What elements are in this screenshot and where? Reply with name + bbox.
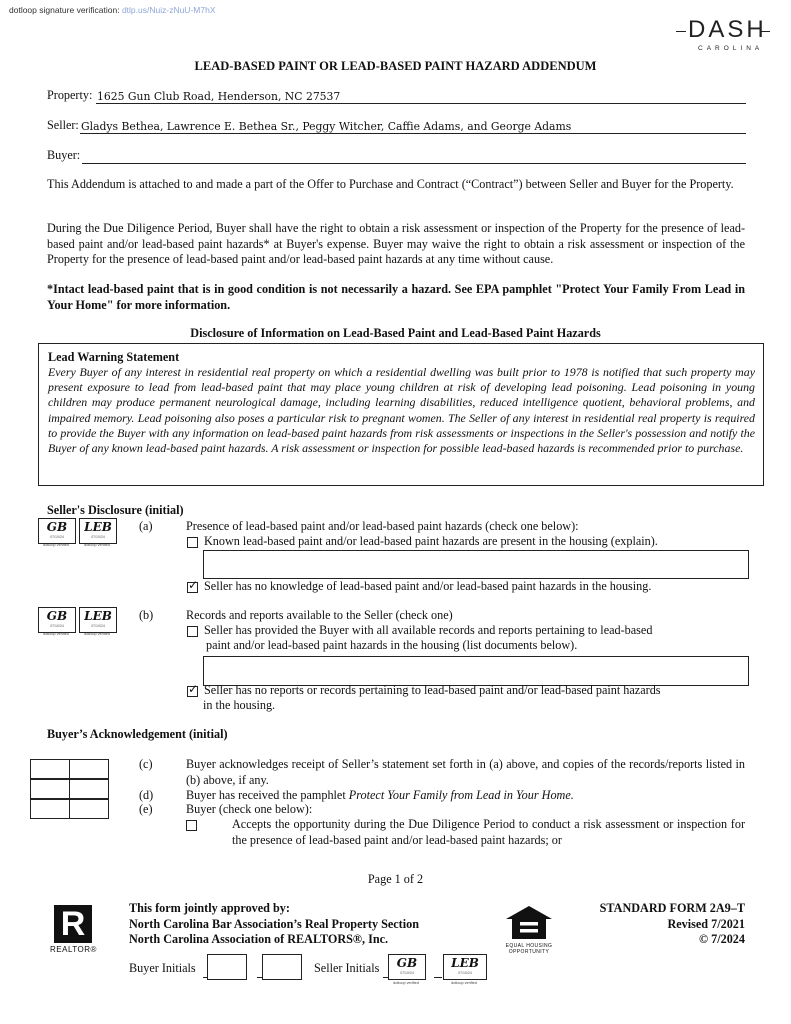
- logo-text: DASH: [688, 16, 767, 43]
- item-b-documents-field[interactable]: [203, 656, 749, 686]
- equal-housing-icon: [503, 905, 555, 941]
- footer-seller-initial-date-1: 07/10/24: [400, 971, 414, 975]
- buyer-field[interactable]: [82, 149, 745, 163]
- page-number: Page 1 of 2: [367, 872, 424, 886]
- realtor-label: REALTOR®: [50, 945, 97, 954]
- item-e-text: Buyer (check one below):: [186, 802, 313, 816]
- verification-line: [9, 5, 215, 15]
- footer-seller-initials-label: Seller Initials: [314, 961, 380, 975]
- seller-initial-date-2b: 07/10/24: [91, 624, 105, 628]
- page-title: LEAD-BASED PAINT OR LEAD-BASED PAINT HAZARD ADDENDUM: [194, 59, 597, 73]
- item-a-letter: (a): [139, 519, 153, 533]
- equal-housing-logo: [503, 905, 555, 957]
- disclosure-heading: Disclosure of Information on Lead-Based Paint and Lead-Based Paint Hazards: [190, 326, 601, 340]
- approval-line-3: North Carolina Association of REALTORS®, Inc.: [129, 932, 389, 946]
- item-a-text: Presence of lead-based paint and/or lead-based paint hazards (check one below):: [186, 519, 579, 533]
- item-b-option1-label-cont: paint and/or lead-based paint hazards in the housing (list documents below).: [206, 638, 578, 652]
- seller-disclosure-heading: Seller's Disclosure (initial): [47, 503, 184, 517]
- footer-underline-4: [434, 977, 442, 978]
- footer-buyer-initials-label: Buyer Initials: [129, 961, 196, 975]
- buyer-initial-cell-e1[interactable]: [30, 799, 70, 819]
- item-b-letter: (b): [139, 608, 154, 622]
- approval-block: [129, 901, 419, 948]
- buyer-initial-cell-c2[interactable]: [69, 759, 109, 779]
- seller-initial-2b: LEB: [84, 609, 112, 623]
- verification-label: dotloop signature verification:: [9, 5, 120, 15]
- lead-warning-heading: Lead Warning Statement: [48, 350, 180, 364]
- seller-initial-date-1b: 07/10/24: [50, 624, 64, 628]
- pamphlet-title: Protect Your Family from Lead in Your Home.: [348, 788, 574, 802]
- buyer-initial-cell-d2[interactable]: [69, 779, 109, 799]
- footer-verified-stamp-1: dotloop verified: [393, 981, 419, 985]
- item-e-letter: (e): [139, 802, 153, 816]
- addendum-paragraph: This Addendum is attached to and made a part of the Offer to Purchase and Contract (“Contract”) between Seller and Buyer for the Property.: [47, 177, 734, 191]
- footer-seller-initial-1: GB: [396, 956, 418, 970]
- item-a-option1-checkbox[interactable]: [187, 537, 198, 548]
- checkmark-icon: ✓: [188, 578, 199, 592]
- verification-link[interactable]: dtlp.us/Nuiz-zNuU-M7hX: [121, 5, 216, 15]
- footer-seller-initial-box-1[interactable]: [388, 954, 426, 980]
- dash-carolina-logo: [676, 18, 772, 54]
- buyer-underline: [82, 163, 746, 164]
- seller-initial-1b: GB: [46, 609, 68, 623]
- item-b-option2-checkbox[interactable]: [187, 682, 199, 697]
- seller-initial-date-2a: 07/10/24: [91, 535, 105, 539]
- item-b-option2-label-cont: in the housing.: [203, 698, 276, 712]
- item-a-option1-label: Known lead-based paint and/or lead-based paint hazards are present in the housing (explain).: [204, 534, 658, 548]
- logo-subtext: CAROLINA: [698, 45, 764, 52]
- verified-stamp-2a: dotloop verified: [84, 543, 110, 547]
- buyer-ack-heading: Buyer’s Acknowledgement (initial): [47, 727, 228, 741]
- property-field[interactable]: [97, 89, 745, 103]
- seller-initial-date-1a: 07/10/24: [50, 535, 64, 539]
- item-a-option2-checkbox[interactable]: [187, 578, 199, 593]
- checkmark-icon: ✓: [188, 682, 199, 696]
- buyer-initial-cell-c1[interactable]: [30, 759, 70, 779]
- item-c-letter: (c): [139, 757, 153, 771]
- seller-initial-box-2b[interactable]: [79, 607, 117, 633]
- property-label: Property:: [47, 88, 93, 102]
- property-value: 1625 Gun Club Road, Henderson, NC 27537: [97, 90, 341, 103]
- realtor-r-icon: R: [54, 905, 92, 943]
- buyer-label: Buyer:: [47, 148, 81, 162]
- seller-field[interactable]: [81, 119, 745, 133]
- form-info: [560, 901, 745, 948]
- footer-seller-initial-box-2[interactable]: [443, 954, 487, 980]
- lead-warning-box: [38, 343, 764, 486]
- verified-stamp-1b: dotloop verified: [43, 632, 69, 636]
- form-copyright: © 7/2024: [698, 932, 745, 946]
- lead-warning-body: Every Buyer of any interest in residential real property on which a residential dwelling was built prior to 1978 is notified that such property may present exposure to lead from lead-based paint that may place young children at risk of developing lead poisoning. Lead poisoning in young children may produce permanent neurological damage, including learning disabilities, reduced intelligence quotient, behavioral problems, and impaired memory. Lead poisoning also poses a particular risk to pregnant women. The Seller of any interest in residential real property is required to provide the Buyer with any information on lead-based paint hazards from risk assessments or inspections in the Seller's possession and notify the Buyer of any known lead-based paint hazards. A risk assessment or inspection for possible lead-based hazards is recommended prior to purchase.: [48, 365, 755, 456]
- footer-buyer-initial-box-2[interactable]: [262, 954, 302, 980]
- item-d-letter: (d): [139, 788, 154, 802]
- form-revised: Revised 7/2021: [667, 916, 745, 931]
- form-number: STANDARD FORM 2A9–T: [599, 901, 745, 915]
- item-d-text: [186, 788, 574, 803]
- realtor-logo: [50, 905, 100, 957]
- seller-label: Seller:: [47, 118, 79, 132]
- approval-line-2: North Carolina Bar Association’s Real Property Section: [129, 916, 419, 931]
- item-b-text: Records and reports available to the Seller (check one): [186, 608, 453, 622]
- seller-value: Gladys Bethea, Lawrence E. Bethea Sr., Peggy Witcher, Caffie Adams, and George Adams: [81, 120, 572, 133]
- item-e-option1-label: Accepts the opportunity during the Due Diligence Period to conduct a risk assessment or inspection for the presence of lead-based paint and/or lead-based paint hazards; or: [232, 817, 745, 847]
- buyer-initial-cell-e2[interactable]: [69, 799, 109, 819]
- seller-initial-box-2a[interactable]: [79, 518, 117, 544]
- seller-underline: [80, 133, 746, 134]
- item-e-option1-checkbox[interactable]: [186, 820, 197, 831]
- intact-paint-note: *Intact lead-based paint that is in good condition is not necessarily a hazard. See EPA pamphlet "Protect Your Family From Lead in Your Home" for more information.: [47, 282, 745, 312]
- seller-initial-2a: LEB: [84, 520, 112, 534]
- item-c-text: Buyer acknowledges receipt of Seller’s statement set forth in (a) above, and copies of the records/reports listed in (b) above, if any.: [186, 757, 745, 787]
- approval-line-1: This form jointly approved by:: [129, 901, 290, 915]
- item-b-option2-label: Seller has no reports or records pertaining to lead-based paint and/or lead-based paint hazards: [204, 683, 661, 697]
- item-a-option2-label: Seller has no knowledge of lead-based paint and/or lead-based paint hazards in the housing.: [204, 579, 652, 593]
- seller-initial-1a: GB: [46, 520, 68, 534]
- buyer-initial-cell-d1[interactable]: [30, 779, 70, 799]
- verified-stamp-2b: dotloop verified: [84, 632, 110, 636]
- item-d-text-main: Buyer has received the pamphlet: [186, 788, 349, 802]
- property-underline: [96, 103, 746, 104]
- item-b-option1-checkbox[interactable]: [187, 626, 198, 637]
- equal-housing-text-2: OPPORTUNITY: [508, 949, 550, 955]
- footer-buyer-initial-box-1[interactable]: [207, 954, 247, 980]
- item-b-option1-label: Seller has provided the Buyer with all available records and reports pertaining to lead-based: [204, 623, 653, 637]
- equal-housing-text-1: EQUAL HOUSING: [505, 943, 553, 949]
- footer-verified-stamp-2: dotloop verified: [451, 981, 477, 985]
- footer-seller-initial-2: LEB: [451, 956, 479, 970]
- item-a-explain-field[interactable]: [203, 550, 749, 579]
- seller-initial-box-1b[interactable]: [38, 607, 76, 633]
- footer-seller-initial-date-2: 07/10/24: [458, 971, 472, 975]
- verified-stamp-1a: dotloop verified: [43, 543, 69, 547]
- due-diligence-paragraph: During the Due Diligence Period, Buyer shall have the right to obtain a risk assessment or inspection of the Property for the presence of lead-based paint and/or lead-based paint hazards* at Buyer's expense. Buyer may waive the right to obtain a risk assessment or inspection of the Property for the presence of lead-based paint and/or lead-based paint hazards at any time without cause.: [47, 221, 745, 266]
- seller-initial-box-1a[interactable]: [38, 518, 76, 544]
